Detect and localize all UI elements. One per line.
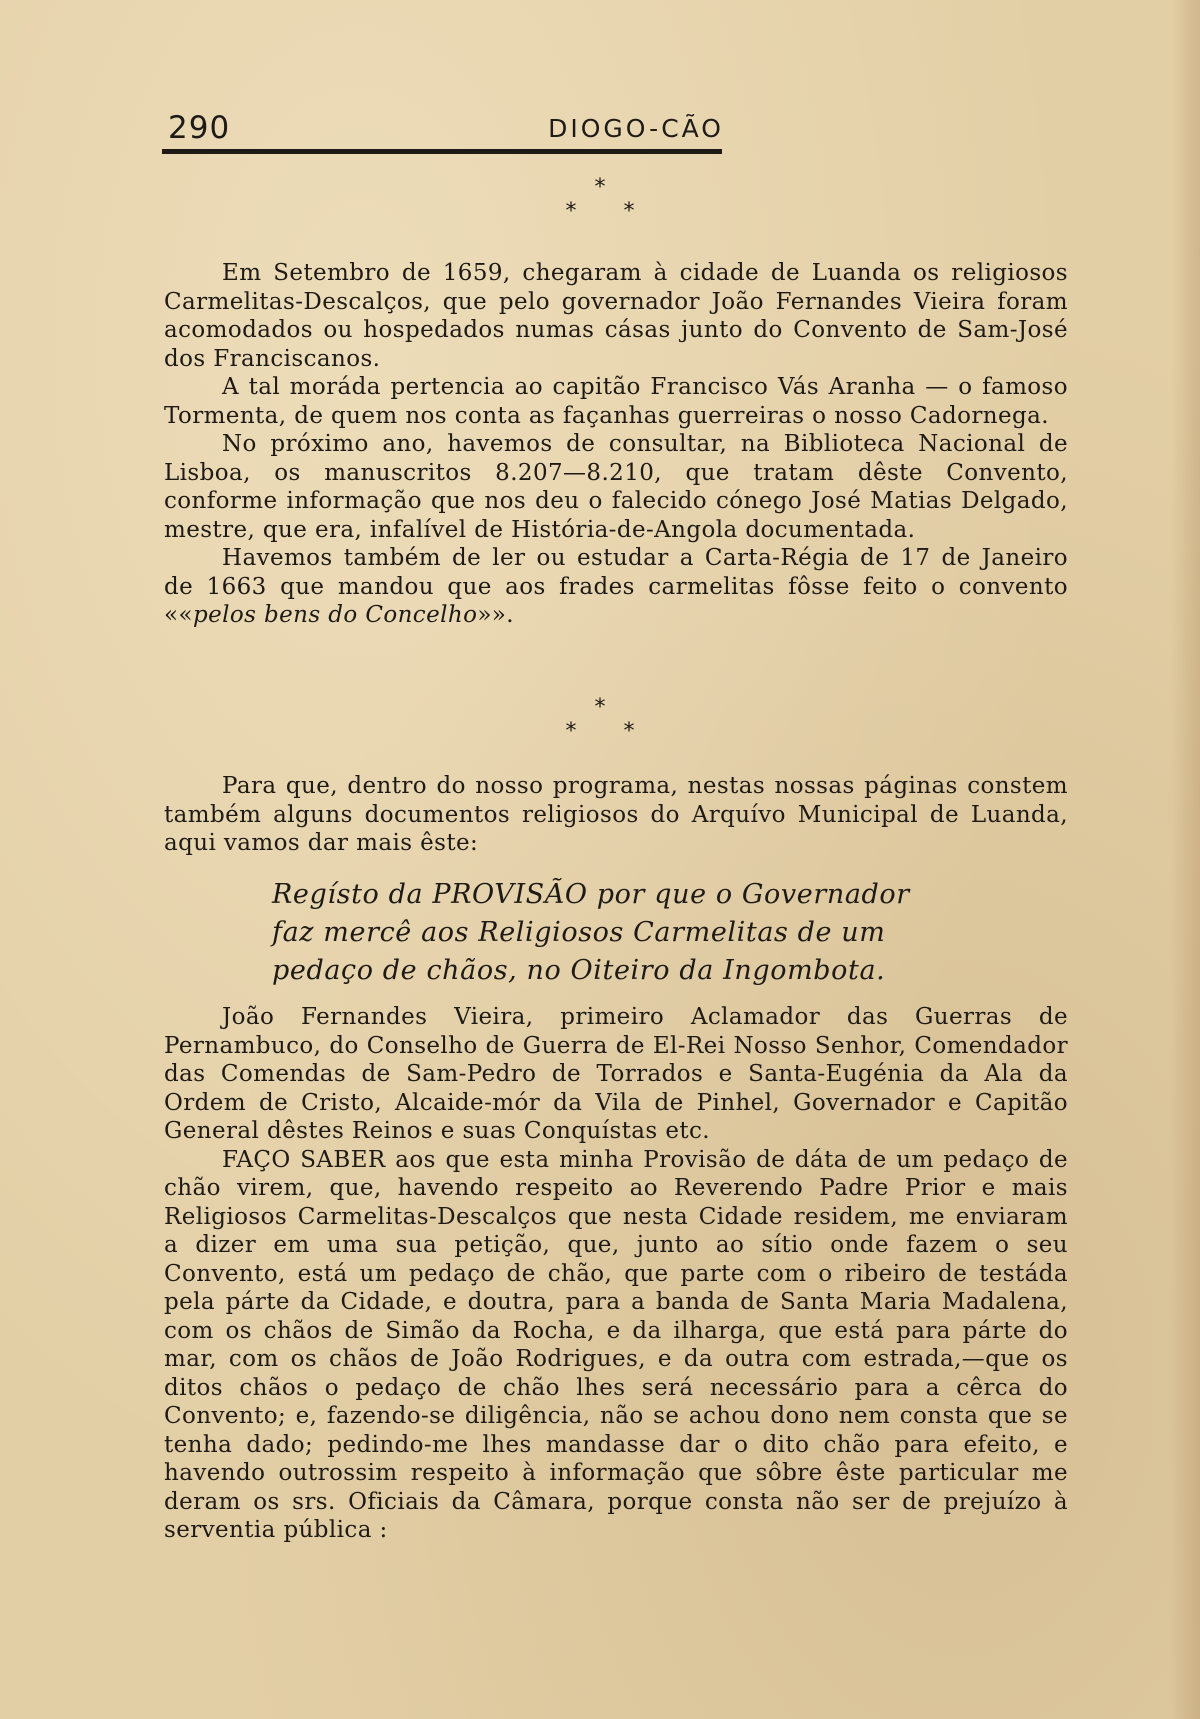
paragraph-carta-regia: [164, 544, 1068, 630]
page-edge-shadow: [1170, 0, 1200, 1719]
paragraph-joao-fernandes: João Fernandes Vieira, primeiro Aclamador das Guerras de Pernambuco, do Conselho de Guerra de El-Rei Nosso Senhor, Comendador das Comendas de Sam-Pedro de Torrados e Santa-Eugénia da Ala da Ordem de Cristo, Alcaide-mór da Vila de Pinhel, Governador e Capitão General dêstes Reinos e suas Conquístas etc.: [164, 1004, 1068, 1144]
carta-regia-end: »».: [477, 602, 514, 628]
paragraph-morada: A tal moráda pertencia ao capitão Francisco Vás Aranha — o famoso Tormenta, de quem nos conta as façanhas guerreiras o nosso Cadornega.: [164, 374, 1068, 429]
asterism-bottom: * *: [565, 199, 635, 224]
paragraph-settembro: Em Setembro de 1659, chegaram à cidade de Luanda os religiosos Carmelitas-Descalços, que pelo governador João Fernandes Vieira foram acomodados ou hospedados numas cásas junto do Convento de Sam-José dos Franciscanos.: [164, 260, 1068, 372]
document-title: [272, 876, 1072, 990]
asterism-top: *: [594, 175, 606, 200]
page-header: [168, 110, 724, 144]
document-title-line-2: faz mercê aos Religiosos Carmelitas de um: [272, 917, 886, 948]
paragraph-proximo-ano: No próximo ano, havemos de consultar, na Biblioteca Nacional de Lisboa, os manuscritos 8.207—8.210, que tratam dêste Convento, conforme informação que nos deu o falecido cónego José Matias Delgado, mestre, que era, infalível de História-de-Angola documentada.: [164, 431, 1068, 543]
page-number: 290: [168, 110, 231, 146]
carta-regia-italic: pelos bens do Concelho: [192, 602, 478, 628]
document-title-line-3: pedaço de chãos, no Oiteiro da Ingombota.: [272, 955, 886, 986]
section-break-asterism-1: [0, 176, 1200, 224]
section-two-intro: [164, 772, 1068, 858]
header-rule: [162, 149, 722, 154]
running-title: DIOGO-CÃO: [548, 114, 724, 143]
carta-regia-text: Havemos também de ler ou estudar a Carta-Régia de 17 de Janeiro de 1663 que mandou que aos frades carmelitas fôsse feito o convento ««: [164, 545, 1068, 628]
section-one-text: [164, 259, 1068, 630]
paragraph-faco-saber: FAÇO SABER aos que esta minha Provisão de dáta de um pedaço de chão virem, que, havendo respeito ao Reverendo Padre Prior e mais Religiosos Carmelitas-Descalços que nesta Cidade residem, me enviaram a dizer em uma sua petição, que, junto ao sítio onde fazem o seu Convento, está um pedaço de chão, que parte com o ribeiro de testáda pela párte da Cidade, e doutra, para a banda de Santa Maria Madalena, com os chãos de Simão da Rocha, e da ilharga, que está para párte do mar, com os chãos de João Rodrigues, e da outra com estrada,—que os ditos chãos o pedaço de chão lhes será necessário para a cêrca do Convento; e, fazendo-se diligência, não se achou dono nem consta que se tenha dado; pedindo-me lhes mandasse dar o dito chão para efeito, e havendo outrossim respeito à informação que sôbre êste particular me deram os srs. Oficiais da Câmara, porque consta não ser de prejuízo à serventia pública :: [164, 1146, 1068, 1543]
section-two-text: [164, 1003, 1068, 1545]
asterism-top: *: [594, 695, 606, 720]
section-break-asterism-2: [0, 696, 1200, 744]
asterism-bottom: * *: [565, 719, 635, 744]
document-title-line-1: Regísto da PROVISÃO por que o Governador: [272, 879, 910, 910]
paragraph-intro: Para que, dentro do nosso programa, nestas nossas páginas constem também alguns documentos religiosos do Arquívo Municipal de Luanda, aqui vamos dar mais êste:: [164, 773, 1068, 856]
